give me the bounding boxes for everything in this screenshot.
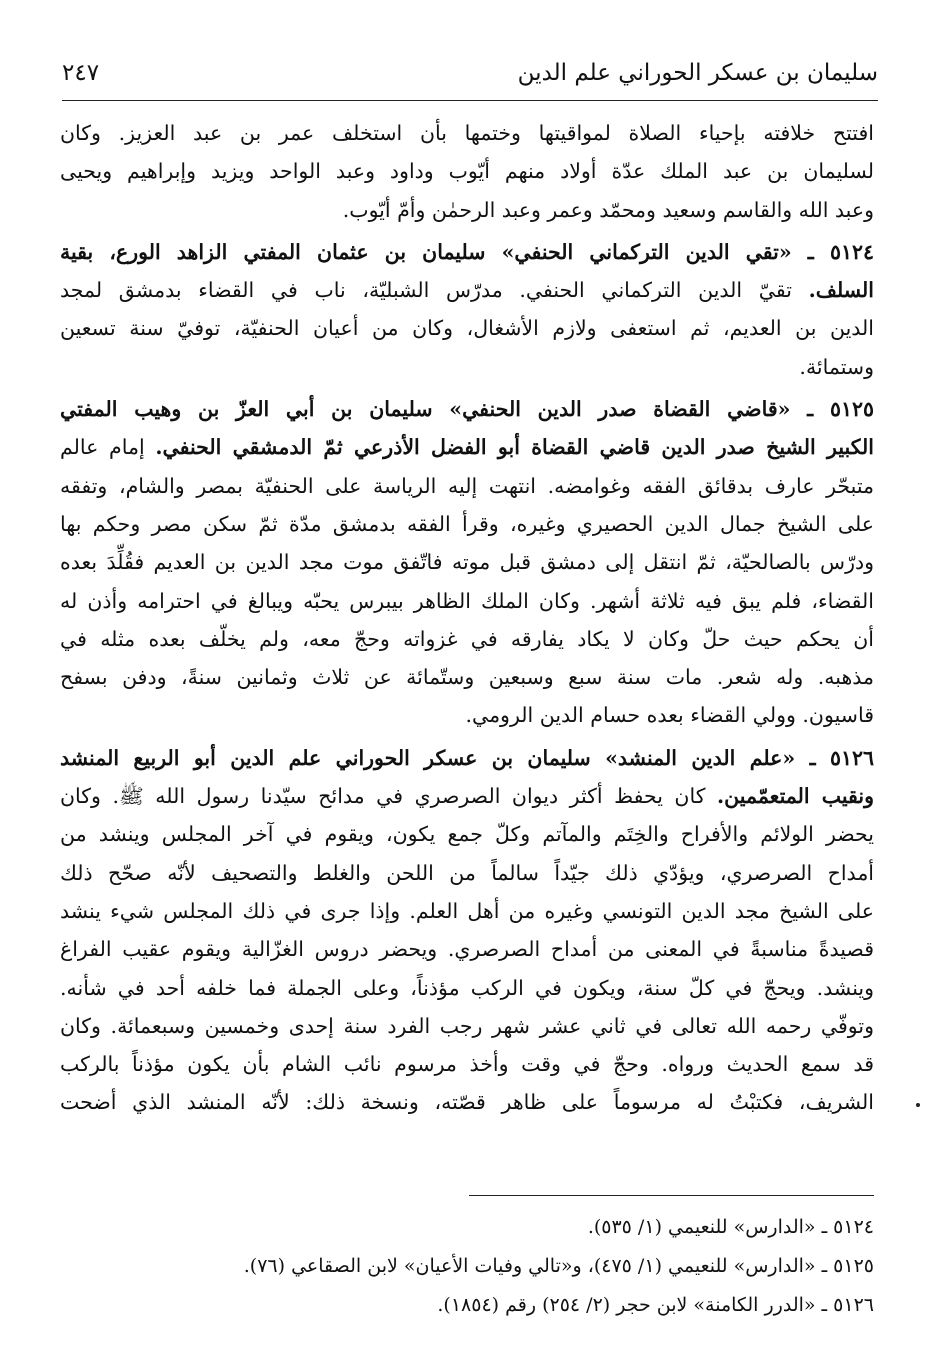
- page-number: ٢٤٧: [62, 60, 100, 86]
- entry-5125: [60, 390, 874, 735]
- entry-text: إمام عالم: [60, 435, 156, 460]
- text-line: يحضر الولائم والأفراح والخِتَم والمآتم وكلّ جمع يكون، ويقوم في آخر المجلس وينشد من: [60, 822, 874, 847]
- entry-5126: [60, 739, 874, 1122]
- text-line: الشريف، فكتبْتُ له مرسوماً على ظاهر قصّته، ونسخة ذلك: لأنّه المنشد الذي أضحت: [60, 1090, 874, 1115]
- entry-text: كان يحفظ أكثر ديوان الصرصري في مدائح سيّدنا رسول الله ﷺ. وكان: [60, 784, 718, 809]
- entry-heading-tail: الكبير الشيخ صدر الدين قاضي القضاة أبو الفضل الأذرعي ثمّ الدمشقي الحنفي.: [155, 435, 874, 460]
- page-header: [62, 54, 878, 101]
- text-line: على الشيخ مجد الدين التونسي وغيره من أهل العلم. وإذا جرى في ذلك المجلس شيء ينشد: [60, 898, 874, 923]
- main-text: [60, 114, 874, 1122]
- text-line: أن يحكم حيث حلّ وكان لا يكاد يفارقه في غزواته وحجّ معه، ولم يخلّف بعده مثله في: [60, 626, 874, 651]
- text-line: افتتح خلافته بإحياء الصلاة لمواقيتها وختمها بأن استخلف عمر بن عبد العزيز. وكان: [60, 121, 874, 145]
- text-line: وعبد الله والقاسم وسعيد ومحمّد وعمر وعبد الرحمٰن وأمّ أيّوب.: [342, 197, 874, 222]
- entry-5124: [60, 233, 874, 386]
- entry-heading: ٥١٢٥ ـ «قاضي القضاة صدر الدين الحنفي» سليمان بن أبي العزّ بن وهيب المفتي: [60, 397, 874, 422]
- text-line: [60, 777, 874, 815]
- text-line: وتوفّي رحمه الله تعالى في ثاني عشر شهر رجب الفرد سنة إحدى وخمسين وسبعمائة. وكان: [60, 1013, 874, 1038]
- text-line: أمداح الصرصري، ويؤدّي ذلك جيّداً سالماً من اللحن والغلط والتصحيف لأنّه صحّح ذلك: [60, 860, 874, 885]
- entry-heading-tail: ونقيب المتعمّمين.: [717, 784, 874, 809]
- entry-heading: ٥١٢٤ ـ «تقي الدين التركماني الحنفي» سليمان بن عثمان المفتي الزاهد الورع، بقية: [60, 239, 874, 264]
- margin-dot: [916, 1103, 920, 1107]
- text-line: لسليمان بن عبد الملك عدّة أولاد منهم أيّوب وداود وعبد الواحد ويزيد وإبراهيم ويحيى: [60, 159, 874, 184]
- entry-heading-tail: السلف.: [808, 278, 874, 303]
- running-title: سليمان بن عسكر الحوراني علم الدين: [517, 60, 878, 86]
- text-line: قصيدةً مناسبةً في المعنى من أمداح الصرصري. ويحضر دروس الغزّالية ويقوم عقيب الفراغ: [60, 937, 874, 962]
- text-line: وينشد. ويحجّ في كلّ سنة، ويكون في الركب مؤذناً، وعلى الجملة فما خلفه أحد في شأنه.: [60, 975, 874, 1000]
- text-line: مذهبه. وله شعر. مات سنة سبع وسبعين وستّمائة عن ثلاث وثمانين سنةً، ودفن بسفح: [60, 665, 874, 690]
- text-line: متبحّر عارف بدقائق الفقه وغوامضه. انتهت إليه الرياسة على الحنفيّة بمصر والشام، وتفقه: [60, 473, 874, 498]
- entry-heading: ٥١٢٦ ـ «علم الدين المنشد» سليمان بن عسكر الحوراني علم الدين أبو الربيع المنشد: [60, 745, 874, 770]
- text-line: على الشيخ جمال الدين الحصيري وغيره، وقرأ الفقه بدمشق مدّة ثمّ سكن مصر وحكم بها: [60, 511, 874, 536]
- footnote: ٥١٢٥ ـ «الدارس» للنعيمي (١/ ٤٧٥)، و«تالي وفيات الأعيان» لابن الصقاعي (٧٦).: [243, 1255, 874, 1277]
- footnote-divider: [469, 1195, 874, 1196]
- text-line: القضاء، فلم يبق فيه ثلاثة أشهر. وكان الملك الظاهر بيبرس يحبّه ويبالغ في احترامه وأذن له: [60, 588, 874, 613]
- continued-paragraph: [60, 114, 874, 229]
- text-line: ودرّس بالصالحيّة، ثمّ انتقل إلى دمشق قبل موته فاتّفق موت مجد الدين بن العديم فقُلِّدَ بعده: [60, 550, 874, 575]
- text-line: الدين بن العديم، ثم استعفى ولازم الأشغال، وكان من أعيان الحنفيّة، توفيّ سنة تسعين: [60, 316, 874, 341]
- footnote: ٥١٢٦ ـ «الدرر الكامنة» لابن حجر (٢/ ٢٥٤) رقم (١٨٥٤).: [437, 1294, 874, 1316]
- footnote: ٥١٢٤ ـ «الدارس» للنعيمي (١/ ٥٣٥).: [587, 1216, 874, 1238]
- entry-text: تقيّ الدين التركماني الحنفي. مدرّس الشبليّة، ناب في القضاء بدمشق لمجد: [60, 278, 809, 303]
- text-line: [60, 271, 874, 309]
- footnotes: [60, 1208, 874, 1325]
- text-line: وستمائة.: [799, 354, 874, 379]
- text-line: قاسيون. وولي القضاء بعده حسام الدين الرومي.: [465, 703, 874, 728]
- text-line: قد سمع الحديث ورواه. وحجّ في وقت وأخذ مرسوم نائب الشام بأن يكون مؤذناً بالركب: [60, 1052, 874, 1077]
- text-line: [60, 428, 874, 466]
